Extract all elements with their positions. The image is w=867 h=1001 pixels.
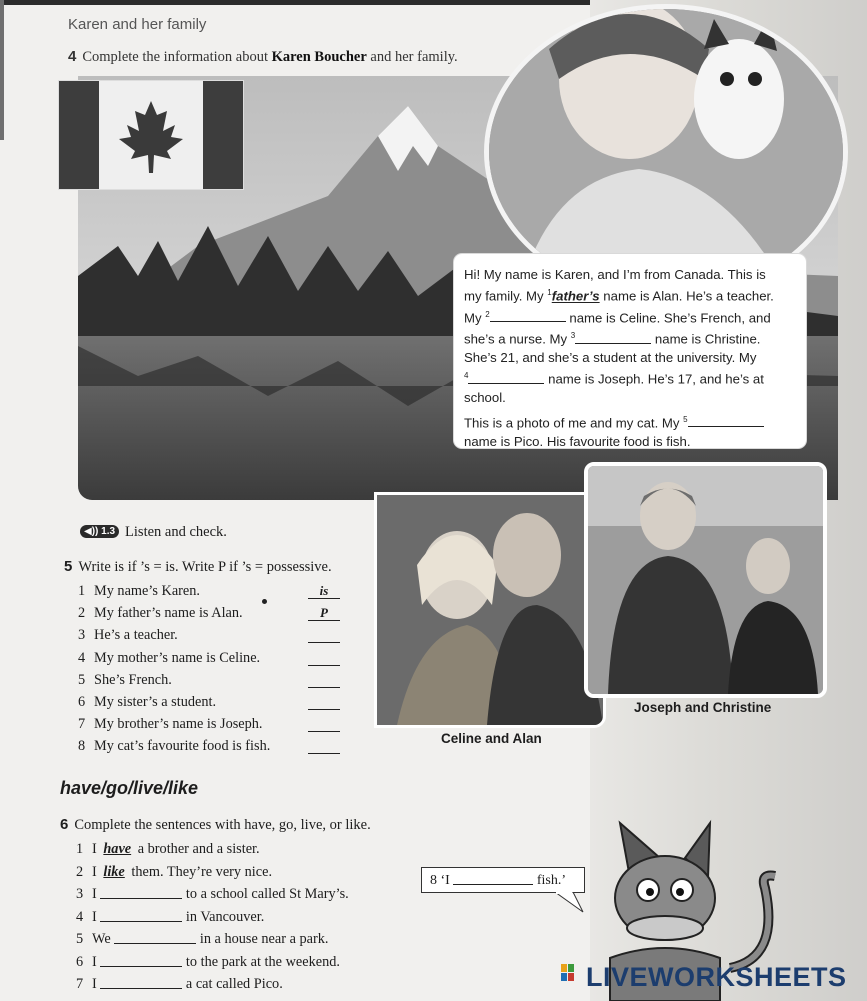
list-item: 1 I have a brother and a sister. (76, 841, 260, 857)
answer-field[interactable]: have (103, 841, 132, 857)
list-item: 2 I like them. They’re very nice. (76, 863, 273, 880)
list-item: 6 My sister’s a student. (78, 691, 348, 713)
list-item: 1 My name’s Karen. is (78, 580, 348, 602)
celine-and-alan-photo (374, 492, 606, 728)
bubble-blank-3[interactable] (575, 330, 651, 344)
grammar-heading: have/go/live/like (60, 778, 199, 798)
list-item: 7 I a cat called Pico. (76, 973, 349, 996)
exercise-5-instruction: 5 Write is if ’s = is. Write P if ’s = possessive. (64, 558, 332, 575)
list-item: 5 We in a house near a park. (76, 928, 349, 951)
list-item: 2 My father’s name is Alan. P (78, 602, 348, 624)
list-item: 3 I to a school called St Mary’s. (76, 883, 349, 906)
speech-bubble-tail (555, 892, 595, 914)
exercise-5-list (78, 580, 348, 758)
exercise-4-instruction: 4 Complete the information about Karen Boucher and her family. (68, 48, 458, 65)
answer-field[interactable] (308, 626, 340, 643)
answer-field[interactable] (100, 973, 182, 989)
answer-field[interactable] (100, 951, 182, 967)
cat-speech-bubble: 8 ‘I fish.’ (421, 867, 585, 893)
exercise-number: 5 (64, 558, 73, 575)
answer-field[interactable] (114, 928, 196, 944)
answer-field[interactable] (100, 906, 182, 922)
section-title: Karen and her family (68, 16, 207, 33)
list-item: 7 My brother’s name is Joseph. (78, 713, 348, 735)
exercise-6-instruction: 6 Complete the sentences with have, go, live, or like. (60, 816, 371, 833)
answer-field[interactable] (308, 715, 340, 732)
list-item: 4 My mother’s name is Celine. (78, 647, 348, 669)
liveworksheets-logo-icon (561, 964, 583, 990)
answer-field[interactable]: like (103, 863, 125, 880)
exercise-number: 4 (68, 48, 77, 65)
list-item: 5 She’s French. (78, 669, 348, 691)
list-item: 3 He’s a teacher. (78, 624, 348, 646)
answer-field[interactable] (308, 649, 340, 666)
answer-field[interactable] (100, 883, 182, 899)
caption-celine-alan: Celine and Alan (441, 731, 542, 746)
answer-field[interactable] (308, 693, 340, 710)
karen-boucher-name: Karen Boucher (271, 49, 367, 65)
list-item: 4 I in Vancouver. (76, 906, 349, 929)
karen-text-bubble: Hi! My name is Karen, and I’m from Canada. This is my family. My $^1$father’s name is Alan. He’s a teacher. My $^2$ name is Celine. She’s French, and she’s a nurse. My $^3$ name is Christine. She’s 21, and she’s a student at the university. My $^4$ name is Joseph. He’s 17, and he’s at school. This is a photo of me and my cat. My $^5$ name is Pico. His favourite food is fish. (454, 254, 806, 448)
maple-leaf-icon (59, 81, 243, 189)
answer-field[interactable]: is (308, 582, 340, 599)
speaker-icon: ◀)) (84, 526, 99, 537)
bubble-blank-4[interactable] (468, 370, 544, 384)
answer-field[interactable] (308, 737, 340, 754)
answer-field[interactable]: P (308, 604, 340, 621)
karen-illustration (489, 9, 843, 295)
list-item: 6 I to the park at the weekend. (76, 951, 349, 974)
canada-flag (58, 80, 244, 190)
exercise-6-list (76, 838, 349, 996)
watermark: LIVEWORKSHEETS (586, 962, 847, 992)
answer-field[interactable] (453, 870, 533, 885)
list-item: 8 My cat’s favourite food is fish. (78, 735, 348, 757)
audio-track-badge[interactable]: ◀)) 1.3 (80, 525, 119, 538)
bubble-blank-2[interactable] (490, 308, 566, 322)
answer-field[interactable] (308, 671, 340, 688)
joseph-christine-illustration (588, 466, 823, 694)
caption-joseph-christine: Joseph and Christine (634, 700, 772, 715)
bubble-blank-5[interactable] (688, 413, 764, 427)
bubble-answer-1[interactable]: father’s (551, 288, 600, 304)
audio-listen-check[interactable]: ◀)) 1.3 Listen and check. (80, 524, 227, 541)
exercise-number: 6 (60, 816, 69, 833)
ink-dot (262, 599, 267, 604)
page-fold (0, 0, 4, 140)
joseph-and-christine-photo (584, 462, 827, 698)
celine-alan-illustration (377, 495, 603, 725)
